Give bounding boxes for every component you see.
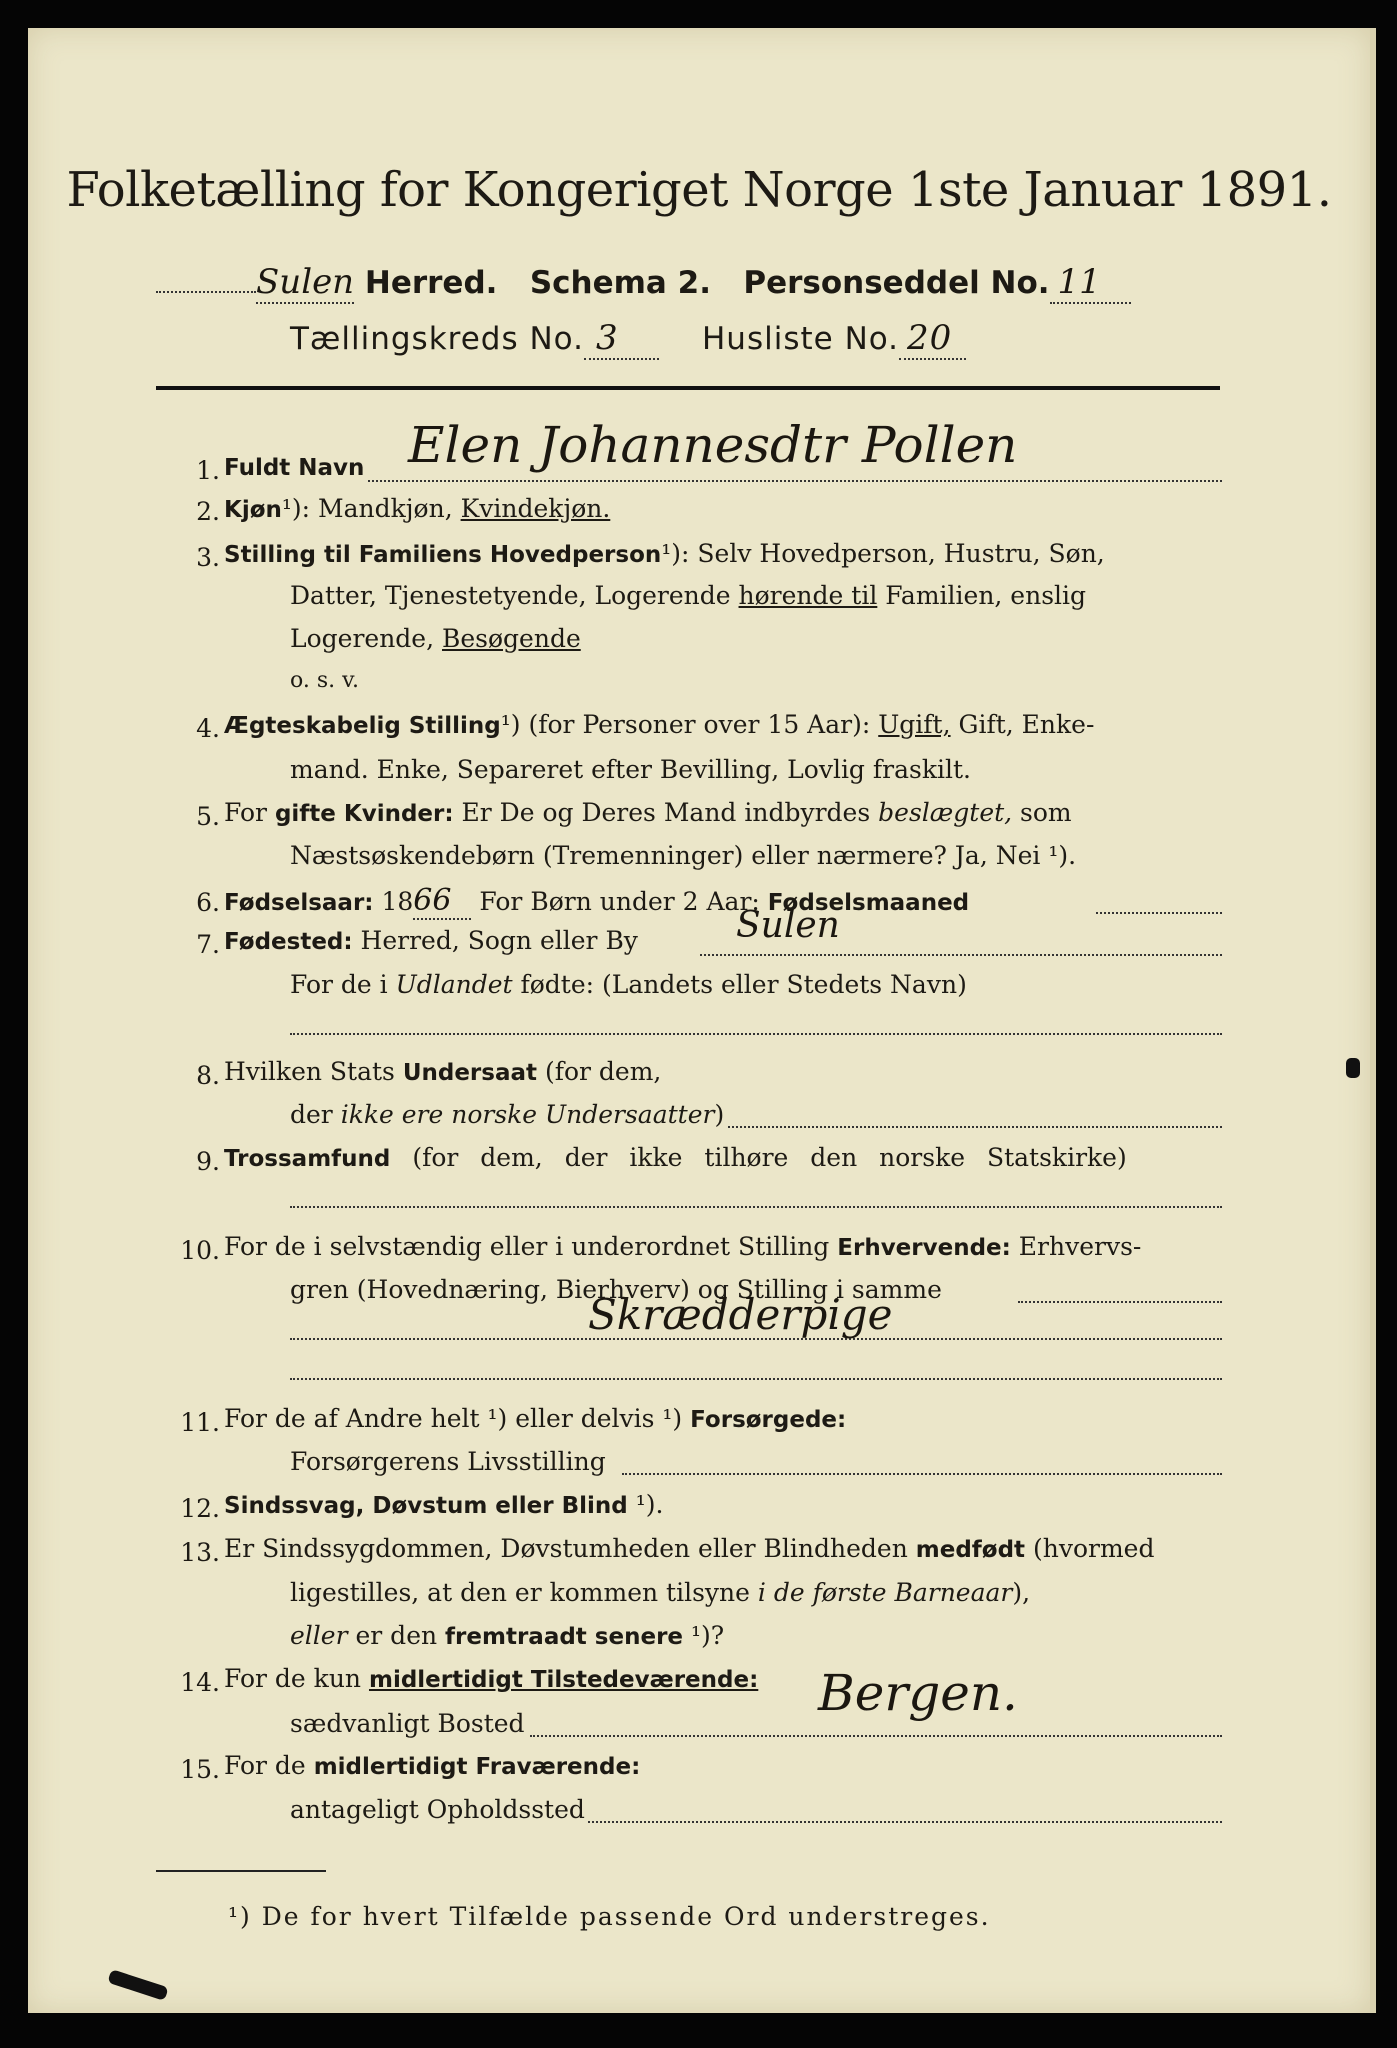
q5-text-1a: For	[224, 798, 275, 827]
q5-label: gifte Kvinder:	[274, 801, 454, 827]
q13-line-2	[290, 1580, 1030, 1605]
q5-number: 5.	[196, 802, 220, 831]
q12-label: Sindssvag, Døvstum eller Blind	[224, 1493, 628, 1519]
q14-value: Bergen.	[818, 1664, 1018, 1722]
q13-text-1a: Er Sindssygdommen, Døvstumheden eller Blindheden	[224, 1534, 916, 1563]
q13-text-3a: eller	[290, 1621, 348, 1650]
schema-label: Schema 2.	[529, 265, 711, 301]
q7-line-1	[224, 928, 638, 954]
q10-line-2: gren (Hovednæring, Bierhverv) og Stilling i samme	[290, 1275, 942, 1304]
q9-label: Trossamfund	[224, 1146, 391, 1172]
q1-label: Fuldt Navn	[224, 455, 365, 481]
q7-line-2	[290, 972, 967, 997]
q13-text-3c: fremtraadt senere	[445, 1624, 684, 1650]
q6-dotline	[1096, 912, 1222, 914]
q3-line-1	[224, 541, 1105, 567]
q8-text-1a: Hvilken Stats	[224, 1057, 403, 1086]
kreds-line	[290, 318, 966, 358]
q12-number: 12.	[180, 1494, 220, 1523]
q13-text-2a: ligestilles, at den er kommen tilsyne	[290, 1578, 758, 1607]
herred-label: Herred.	[364, 265, 498, 301]
q8-text-1b: (for dem,	[537, 1057, 662, 1086]
personseddel-label: Personseddel No.	[743, 265, 1050, 301]
q3-text-2c: Familien, enslig	[877, 581, 1087, 610]
q15-line-2: antageligt Opholdssted	[290, 1795, 585, 1824]
q7-label: Fødested:	[224, 929, 353, 955]
q10-text-1b: Erhvervs-	[1010, 1232, 1142, 1261]
q7-dotline	[700, 954, 1222, 956]
q6-text: For Børn under 2 Aar:	[471, 887, 768, 916]
q3-text-3a: Logerende,	[290, 624, 442, 653]
q6-line	[224, 883, 970, 918]
husliste-label: Husliste No.	[702, 321, 900, 357]
q2-number: 2.	[196, 497, 220, 526]
q3-text-2a: Datter, Tjenestetyende, Logerende	[290, 581, 739, 610]
q3-label: Stilling til Familiens Hovedperson	[224, 542, 662, 568]
q3-number: 3.	[196, 543, 220, 572]
q4-line-1	[224, 712, 1094, 738]
q11-text-1a: For de af Andre helt ¹) eller delvis ¹)	[224, 1404, 691, 1433]
q15-text-1a: For de	[224, 1751, 314, 1780]
q5-line-2: Næstsøskendebørn (Tremenninger) eller nærmere? Ja, Nei ¹).	[290, 841, 1077, 870]
q15-dotline	[588, 1821, 1222, 1823]
q9-text: (for dem, der ikke tilhøre den norske Statskirke)	[390, 1143, 1127, 1172]
q4-line-2: mand. Enke, Separeret efter Bevilling, Lovlig fraskilt.	[290, 755, 971, 784]
herred-value: Sulen	[256, 262, 355, 302]
q2-option-kvindekjon: Kvindekjøn.	[460, 494, 611, 523]
q12-line	[224, 1492, 663, 1518]
q11-dotline	[622, 1473, 1222, 1475]
q2-line	[224, 496, 610, 522]
personseddel-value: 11	[1050, 262, 1131, 304]
q14-text-1a: For de kun	[224, 1664, 369, 1693]
q4-option-ugift: Ugift,	[878, 710, 951, 739]
q3-option-horende-til: hørende til	[738, 581, 878, 610]
q1-number: 1.	[196, 456, 220, 485]
q3-text-1: ¹): Selv Hovedperson, Hustru, Søn,	[661, 539, 1105, 568]
q13-line-3	[290, 1623, 724, 1649]
q4-number: 4.	[196, 714, 220, 743]
q3-option-besogende: Besøgende	[442, 624, 581, 653]
q13-label: medfødt	[915, 1537, 1026, 1563]
q10-line-1	[224, 1234, 1141, 1260]
q13-text-2b: i de første Barneaar	[757, 1578, 1013, 1607]
q8-line-1	[224, 1059, 661, 1085]
q8-dotline	[728, 1126, 1222, 1128]
q3-line-3	[290, 626, 581, 651]
q11-line-1	[224, 1406, 846, 1432]
q6-number: 6.	[196, 888, 220, 917]
q1-line	[224, 454, 364, 480]
q14-number: 14.	[180, 1668, 220, 1697]
q14-dotline	[530, 1735, 1222, 1737]
q5-text-1c: beslægtet,	[878, 798, 1013, 827]
q10-value: Skrædderpige	[588, 1290, 893, 1339]
q8-text-2b: ikke ere norske Undersaatter	[340, 1100, 715, 1129]
q7-value: Sulen	[736, 905, 840, 946]
q13-number: 13.	[180, 1538, 220, 1567]
q1-value: Elen Johannesdtr Pollen	[408, 416, 1018, 474]
q10-label: Erhvervende:	[837, 1235, 1011, 1261]
q14-line-2: sædvanligt Bosted	[290, 1709, 525, 1738]
q4-text-1a: ¹) (for Personer over 15 Aar):	[500, 710, 879, 739]
q10-number: 10.	[180, 1236, 220, 1265]
q8-text-2c: )	[714, 1100, 725, 1129]
q3-line-2	[290, 583, 1086, 608]
q4-text-1c: Gift, Enke-	[950, 710, 1095, 739]
q11-line-2: Forsørgerens Livsstilling	[290, 1447, 606, 1476]
q8-line-2	[290, 1102, 724, 1127]
header-rule	[156, 386, 1220, 390]
q7-dotline-2	[290, 1033, 1222, 1035]
footnote-rule	[156, 1870, 326, 1872]
q6-prefix: 18	[373, 887, 414, 916]
q9-number: 9.	[196, 1147, 220, 1176]
q8-text-2a: der	[290, 1100, 341, 1129]
q2-text: ¹): Mandkjøn,	[281, 494, 461, 523]
q7-text-2b: Udlandet	[395, 970, 513, 999]
q15-number: 15.	[180, 1755, 220, 1784]
q15-label: midlertidigt Fraværende:	[313, 1754, 641, 1780]
q14-label: midlertidigt Tilstedeværende:	[368, 1667, 759, 1693]
q7-number: 7.	[196, 930, 220, 959]
q7-text-2c: fødte: (Landets eller Stedets Navn)	[512, 970, 967, 999]
q6-value: 66	[413, 883, 471, 920]
q7-text: Herred, Sogn eller By	[352, 926, 638, 955]
q13-text-3b: er den	[347, 1621, 446, 1650]
q8-number: 8.	[196, 1061, 220, 1090]
edge-stain	[1346, 1058, 1360, 1078]
q11-label: Forsørgede:	[690, 1407, 847, 1433]
q9-dotline	[290, 1206, 1222, 1208]
census-form	[28, 28, 1376, 2013]
q8-label: Undersaat	[402, 1060, 537, 1086]
q5-text-1b: Er De og Deres Mand indbyrdes	[453, 798, 879, 827]
q6-label-2: Fødselsmaaned	[767, 890, 970, 916]
q9-line	[224, 1145, 1127, 1171]
q3-line-4: o. s. v.	[290, 668, 359, 693]
herred-line	[156, 262, 1131, 302]
q11-number: 11.	[180, 1408, 220, 1437]
q10-text-1a: For de i selvstændig eller i underordnet Stilling	[224, 1232, 838, 1261]
q7-text-2a: For de i	[290, 970, 396, 999]
q6-label: Fødselsaar:	[224, 890, 374, 916]
q5-line-1	[224, 800, 1072, 826]
q13-text-2c: ),	[1012, 1578, 1031, 1607]
kreds-label: Tællingskreds No.	[290, 321, 584, 357]
husliste-value: 20	[899, 318, 966, 360]
q12-text: ¹).	[627, 1490, 664, 1519]
q13-text-1b: (hvormed	[1025, 1534, 1155, 1563]
form-title: Folketælling for Kongeriget Norge 1ste Januar 1891.	[66, 162, 1332, 218]
q4-label: Ægteskabelig Stilling	[224, 713, 501, 739]
q15-line-1	[224, 1753, 640, 1779]
footnote: ¹) De for hvert Tilfælde passende Ord understreges.	[228, 1902, 991, 1931]
kreds-value: 3	[584, 318, 659, 360]
q14-line-1	[224, 1666, 758, 1692]
q2-label: Kjøn	[224, 497, 282, 523]
q10-dotline	[1018, 1301, 1222, 1303]
q13-line-1	[224, 1536, 1154, 1562]
q10-dotline-3	[290, 1378, 1222, 1380]
q5-text-1d: som	[1012, 798, 1072, 827]
q1-dotline	[368, 480, 1222, 482]
q13-text-3d: ¹)?	[683, 1621, 725, 1650]
torn-corner-stain	[107, 1969, 168, 2001]
